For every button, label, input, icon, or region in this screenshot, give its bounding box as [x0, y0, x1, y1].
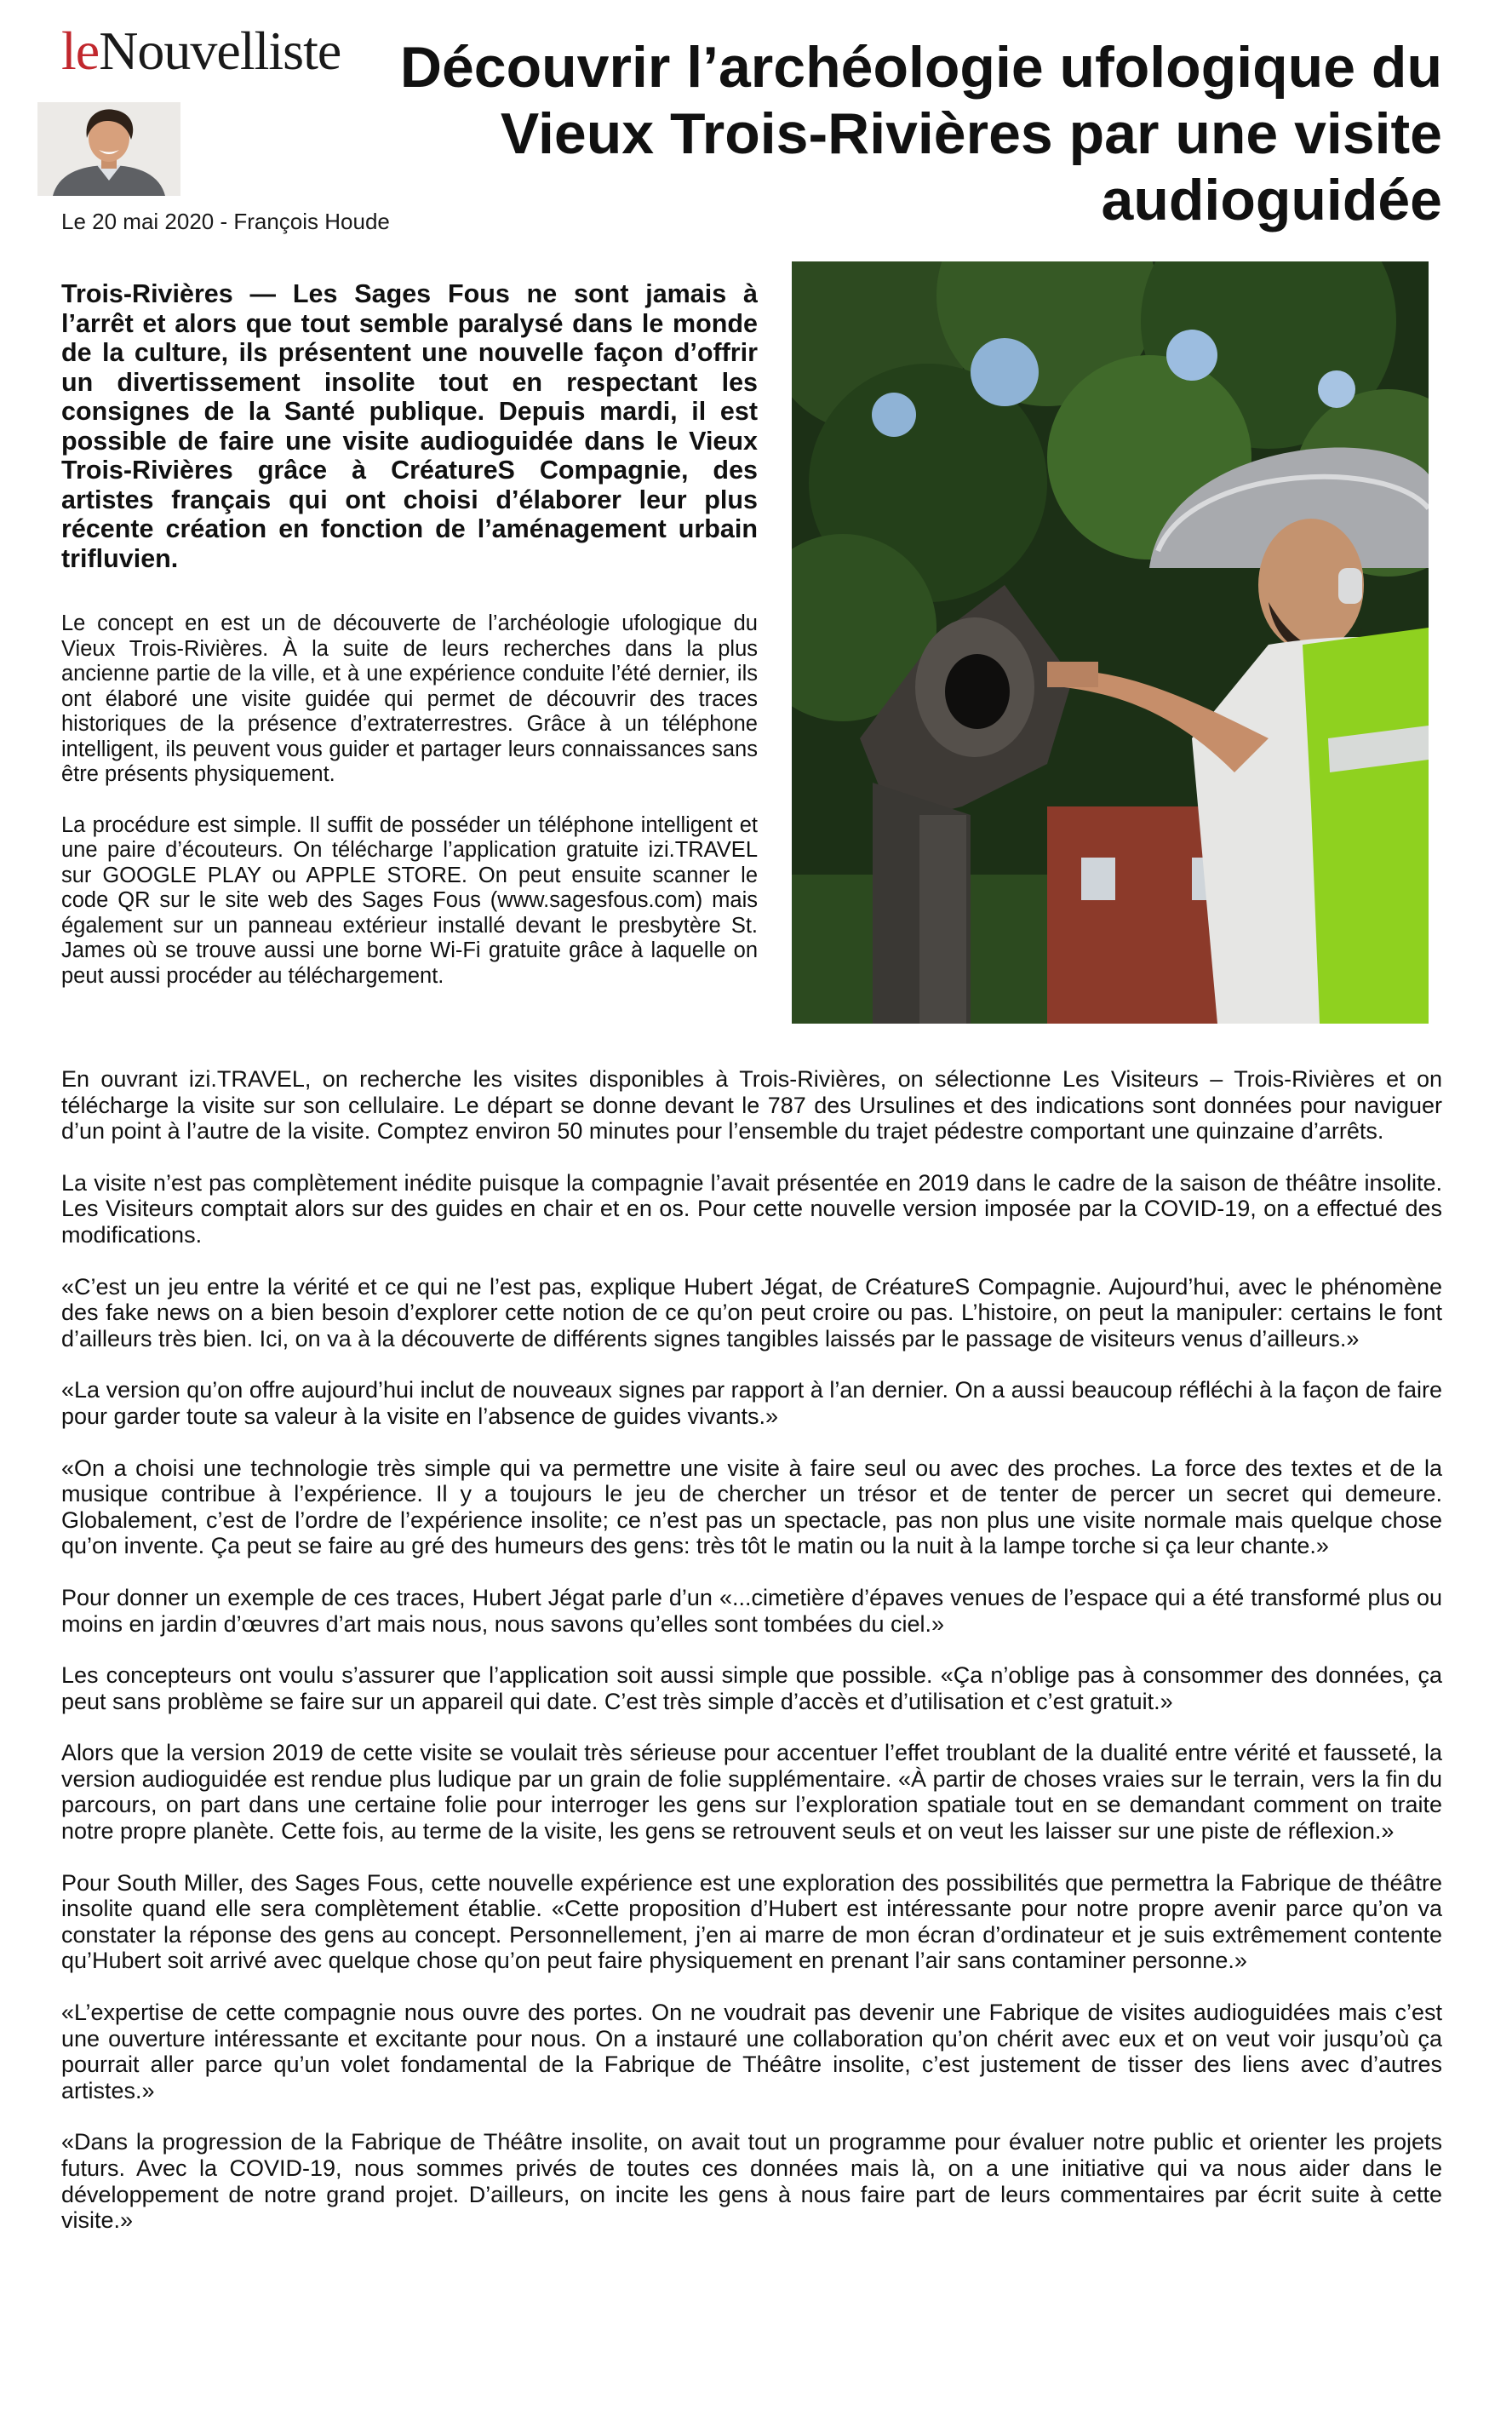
author-photo — [37, 102, 180, 196]
body-paragraph: «C’est un jeu entre la vérité et ce qui ne l’est pas, explique Hubert Jégat, de CréatureS Compagnie. Aujourd’hui, avec le phénomène des fake news on a bien besoin d’explorer cette notion de ce qu’on peut croire ou pas. L’histoire, on peut la manipuler: certains le font d’ailleurs très bien. Ici, on va à la découverte de différents signes tangibles laissés par le passage de visiteurs venus d’ailleurs.» — [61, 1273, 1442, 1351]
intro-paragraph: Le concept en est un de découverte de l’archéologie ufologique du Vieux Trois-Rivières. À la suite de leurs recherches dans la plus ancienne partie de la ville, et à une expérience conduite l’été dernier, ils ont élaboré une visite guidée qui permet de découvrir des traces historiques de la présence d’extraterrestres. Grâce à un téléphone intelligent, ils peuvent vous guider et partager leurs connaissances sans être présents physiquement. — [61, 611, 758, 786]
intro-paragraph: La procédure est simple. Il suffit de posséder un téléphone intelligent et une paire d’écouteurs. On télécharge l’application gratuite izi.TRAVEL sur GOOGLE PLAY ou APPLE STORE. On peut ensuite scanner le code QR sur le site web des Sages Fous (www.sagesfous.com) mais également sur un panneau extérieur installé devant le presbytère St. James où se trouve aussi une borne Wi-Fi gratuite grâce à laquelle on peut aussi procéder au téléchargement. — [61, 812, 758, 988]
article-body — [61, 1066, 1442, 2259]
body-paragraph: Alors que la version 2019 de cette visite se voulait très sérieuse pour accentuer l’effet troublant de la dualité entre vérité et fausseté, la version audioguidée est rendue plus ludique par un grain de folie supplémentaire. «À partir de choses vraies sur le terrain, vers la fin du parcours, on part dans une certaine folie pour interroger les gens sur l’exploration spatiale tout en se demandant comment on traite notre propre planète. Cette fois, au terme de la visite, les gens se retrouvent seuls et on veut les laisser sur une piste de réflexion.» — [61, 1740, 1442, 1845]
logo-name: Nouvelliste — [99, 20, 341, 81]
article-title: Découvrir l’archéologie ufologique du Vieux Trois-Rivières par une visite audioguidée — [399, 35, 1442, 232]
author-portrait-image — [37, 102, 180, 196]
article-dateline: Le 20 mai 2020 - François Houde — [61, 209, 390, 234]
body-paragraph: «L’expertise de cette compagnie nous ouvre des portes. On ne voudrait pas devenir une Fabrique de visites audioguidées mais c’est une ouverture intéressante et excitante pour nous. On a instauré une collaboration qu’on chérit avec eux et on veut voir jusqu’où ça pourrait aller parce qu’un volet fondamental de la Fabrique de Théâtre insolite, c’est justement de tisser des liens avec d’autres artistes.» — [61, 2000, 1442, 2103]
body-paragraph: «Dans la progression de la Fabrique de Théâtre insolite, on avait tout un programme pour évaluer notre public et orienter les projets futurs. Avec la COVID-19, nous sommes privés de toutes ces données mais là, on a une initiative qui va nous aider dans le développement de notre grand projet. D’ailleurs, on incite les gens à nous faire part de leurs commentaires par écrit suite à cette visite.» — [61, 2129, 1442, 2234]
article-photo — [792, 261, 1429, 1024]
body-paragraph: «La version qu’on offre aujourd’hui inclut de nouveaux signes par rapport à l’an dernier. On a aussi beaucoup réfléchi à la façon de faire pour garder toute sa valeur à la visite en l’absence de guides vivants.» — [61, 1377, 1442, 1429]
article-lede: Trois-Rivières — Les Sages Fous ne sont jamais à l’arrêt et alors que tout semble paralysé dans le monde de la culture, ils présentent une nouvelle façon d’offrir un divertissement insolite tout en respectant les consignes de la Santé publique. Depuis mardi, il est possible de faire une visite audioguidée dans le Vieux Trois-Rivières grâce à CréatureS Compagnie, des artistes français qui ont choisi d’élaborer leur plus récente création en fonction de l’aménagement urbain trifluvien. — [61, 279, 758, 573]
body-paragraph: Pour South Miller, des Sages Fous, cette nouvelle expérience est une exploration des possibilités que permettra la Fabrique de théâtre insolite quand elle sera complètement établie. «Cette proposition d’Hubert est intéressante pour notre propre avenir parce qu’on va constater la réponse des gens au concept. Personnellement, j’en ai marre de mon écran d’ordinateur et je suis extrêmement contente qu’Hubert soit arrivé avec quelque chose qu’on peut faire physiquement en prenant l’air sans contaminer personne.» — [61, 1869, 1442, 1974]
article-intro — [61, 611, 758, 1014]
body-paragraph: La visite n’est pas complètement inédite puisque la compagnie l’avait présentée en 2019 dans le cadre de la saison de théâtre insolite. Les Visiteurs comptait alors sur des guides en chair et en os. Pour cette nouvelle version imposée par la COVID-19, on a effectué des modifications. — [61, 1169, 1442, 1248]
body-paragraph: «On a choisi une technologie très simple qui va permettre une visite à faire seul ou avec des proches. La force des textes et de la musique contribue à l’expérience. Il y a toujours le jeu de chercher un trésor et de tenter de percer un secret qui demeure. Globalement, c’est de l’ordre de l’expérience insolite; ce n’est pas un spectacle, pas non plus une visite normale mais quelque chose qu’on invente. Ça peut se faire au gré des humeurs des gens: très tôt le matin ou la nuit à la lampe torche si ça leur chante.» — [61, 1455, 1442, 1559]
newspaper-logo — [61, 20, 341, 81]
cannon-visitor-photo — [792, 261, 1429, 1024]
logo-prefix: le — [61, 20, 100, 81]
body-paragraph: En ouvrant izi.TRAVEL, on recherche les visites disponibles à Trois-Rivières, on sélectionne Les Visiteurs – Trois-Rivières et on télécharge la visite sur son cellulaire. Le départ se donne devant le 787 des Ursulines et des indications sont données pour naviguer d’un point à l’autre de la visite. Comptez environ 50 minutes pour l’ensemble du trajet pédestre comportant une quinzaine d’arrêts. — [61, 1066, 1442, 1145]
body-paragraph: Pour donner un exemple de ces traces, Hubert Jégat parle d’un «...cimetière d’épaves venues de l’espace qui a été transformé plus ou moins en jardin d’œuvres d’art mais nous, nous savons qu’elles sont tombées du ciel.» — [61, 1584, 1442, 1637]
body-paragraph: Les concepteurs ont voulu s’assurer que l’application soit aussi simple que possible. «Ça n’oblige pas à consommer des données, ça peut sans problème se faire sur un appareil qui date. C’est très simple d’accès et d’utilisation et c’est gratuit.» — [61, 1662, 1442, 1714]
